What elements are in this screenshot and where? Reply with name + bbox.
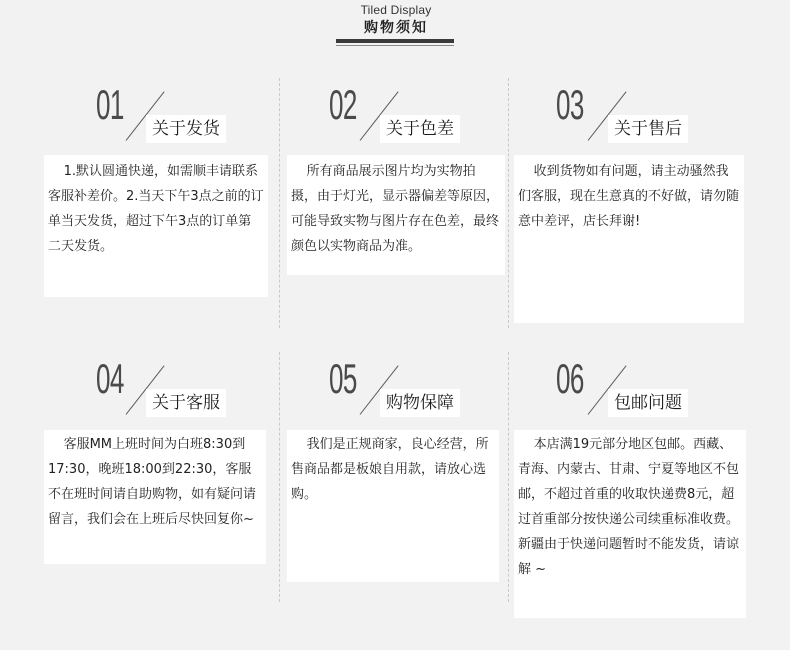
card-body-text: 客服MM上班时间为白班8:30到17:30，晚班18:00到22:30，客服不在班时间请自助购物，如有疑问请留言，我们会在上班后尽快回复你~ (48, 437, 257, 527)
card-body (514, 155, 744, 323)
column-divider-left-top (279, 78, 280, 328)
card-body (287, 430, 499, 582)
card-title: 关于售后 (608, 115, 688, 143)
card-number: 03 (556, 81, 584, 128)
card-body (287, 155, 505, 275)
card-title: 关于发货 (146, 115, 226, 143)
card-body (514, 430, 746, 618)
column-divider-right-bottom (508, 352, 509, 602)
card-number: 06 (556, 355, 584, 402)
card-number: 01 (96, 81, 124, 128)
card-body-text: 1.默认圆通快递，如需顺丰请联系客服补差价。2.当天下午3点之前的订单当天发货，超过下午3点的订单第二天发货。 (48, 164, 264, 254)
card-body (44, 155, 268, 297)
card-title: 关于色差 (380, 115, 460, 143)
card-title: 购物保障 (380, 389, 460, 417)
card-body-text: 所有商品展示图片均为实物拍摄，由于灯光，显示器偏差等原因，可能导致实物与图片存在色差，最终颜色以实物商品为准。 (291, 164, 500, 254)
card-title: 关于客服 (146, 389, 226, 417)
card-number: 02 (329, 81, 357, 128)
card-number: 05 (329, 355, 357, 402)
header-underline (336, 39, 454, 43)
card-body-text: 收到货物如有问题，请主动骚然我们客服，现在生意真的不好做，请勿随意中差评，店长拜谢! (518, 164, 740, 229)
header-underline-thin (336, 45, 454, 46)
page-header (0, 0, 790, 52)
card-body-text: 我们是正规商家，良心经营，所售商品都是板娘自用款，请放心选购。 (291, 437, 489, 502)
header-subtitle: Tiled Display (360, 3, 432, 17)
card-number: 04 (96, 355, 124, 402)
column-divider-right-top (508, 78, 509, 328)
column-divider-left-bottom (279, 352, 280, 602)
card-title: 包邮问题 (608, 389, 688, 417)
card-body-text: 本店满19元部分地区包邮。西藏、青海、内蒙古、甘肃、宁夏等地区不包邮，不超过首重的收取快递费8元，超过首重部分按快递公司续重标准收费。新疆由于快递问题暂时不能发货，请谅解 ~ (518, 437, 740, 577)
card-body (44, 430, 266, 564)
header-title: 购物须知 (364, 20, 428, 36)
